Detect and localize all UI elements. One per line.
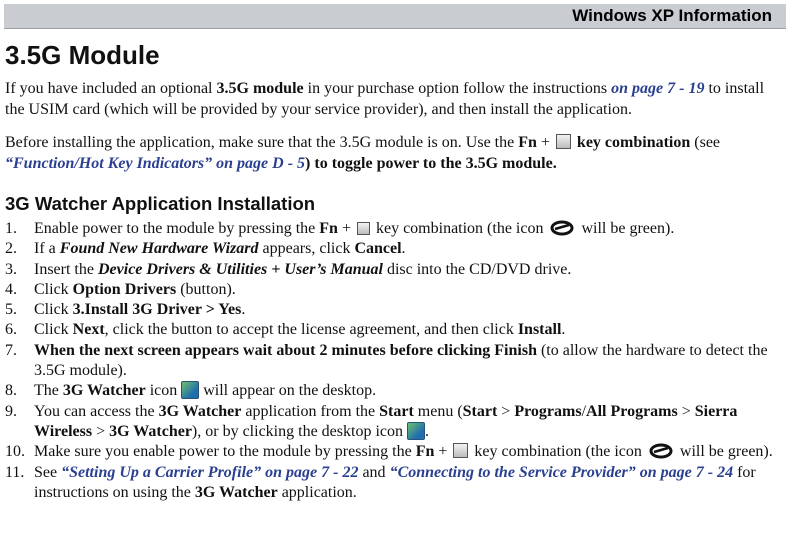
list-item: 8. The 3G Watcher icon will appear on the desktop. (5, 382, 377, 400)
wireless-icon (649, 443, 673, 459)
list-item: 7. When the next screen appears wait about 2 minutes before clicking Finish (to allow the hardware to detect the 3.5G module). (5, 341, 768, 380)
section-title: 3G Watcher Application Installation (5, 193, 316, 214)
3g-watcher-icon (407, 422, 425, 440)
list-item: 6. Click Next, click the button to accept the license agreement, and then click Install. (5, 321, 566, 339)
list-item: 11. See “Setting Up a Carrier Profile” on page 7 - 22 and “Connecting to the Service Provider” on page 7 - 24 for instructions on using the 3G Watcher application. (5, 463, 756, 501)
header-bar (4, 4, 786, 29)
install-steps (0, 219, 790, 503)
page-title: 3.5G Module (5, 40, 160, 70)
list-item: 2. If a Found New Hardware Wizard appears, click Cancel. (5, 240, 406, 258)
fn-key-icon (453, 443, 468, 458)
list-item: 9. You can access the 3G Watcher application from the Start menu (Start > Programs/All Programs > Sierra Wireless > 3G Watcher), or by clicking the desktop icon . (5, 402, 738, 440)
carrier-profile-link[interactable]: “Setting Up a Carrier Profile” on page 7 - 22 (61, 463, 359, 481)
connecting-link[interactable]: “Connecting to the Service Provider” on page 7 - 24 (389, 463, 734, 481)
fn-key-icon (357, 222, 370, 235)
wireless-icon (550, 220, 574, 236)
hotkey-link[interactable]: “Function/Hot Key Indicators” on page D - 5 (5, 155, 306, 172)
3g-watcher-icon (181, 381, 199, 399)
list-item: 5. Click 3.Install 3G Driver > Yes. (5, 301, 246, 319)
page-link[interactable]: on page 7 - 19 (611, 80, 705, 97)
intro-paragraph: If you have included an optional 3.5G module in your purchase option follow the instructions on page 7 - 19 to install the USIM card (which will be provided by your service provider), and then install the application. (5, 80, 765, 118)
list-item: 4. Click Option Drivers (button). (5, 280, 236, 298)
list-item: 1. Enable power to the module by pressing the Fn + key combination (the icon will be green). (5, 220, 675, 237)
power-paragraph: Before installing the application, make sure that the 3.5G module is on. Use the Fn + key combination (see “Function/Hot Key Indicators” on page D - 5) to toggle power to the 3.5G module. (5, 134, 721, 172)
fn-key-icon (556, 134, 571, 149)
header-title: Windows XP Information (572, 6, 772, 25)
list-item: 3. Insert the Device Drivers & Utilities + User’s Manual disc into the CD/DVD drive. (5, 260, 572, 278)
list-item: 10. Make sure you enable power to the module by pressing the Fn + key combination (the icon will be green). (5, 443, 773, 461)
